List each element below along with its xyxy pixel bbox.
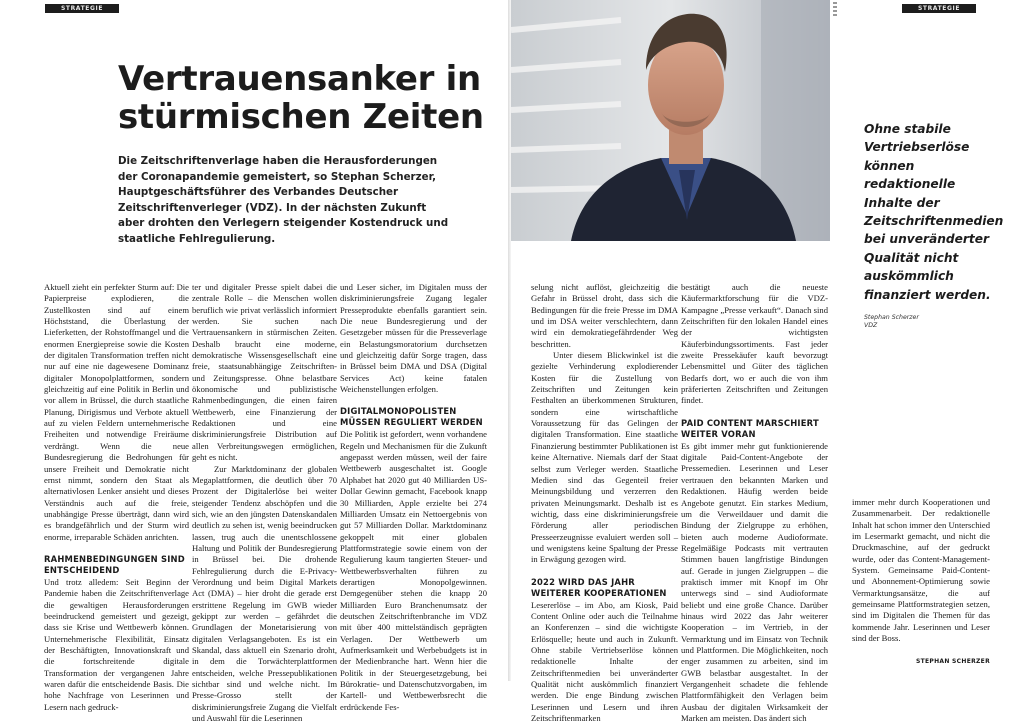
text-column — [340, 282, 487, 713]
body-paragraph: Die Politik ist gefordert, wenn vorhandene Regeln und Mechanismen für die Zukunft angepasst werden müssen, weil der faire Wettbewerb ausgeschaltet ist. Google Alphabet hat 2020 gut 40 Milliarden US-Dollar Gewinn gemacht, Facebook knapp 30 Milliarden, Apple erzielte bei 274 Milliarden Umsatz ein Nettoergebnis von gut 57 Milliarden Dollar. Marktdominanz gekoppelt mit einer globalen Plattformstrategie sowie einem von der Regulierung kaum tangierten Steuer- und Wettbewerbsverhalten führen zu derartigen Monopolgewinnen. Demgegenüber stehen die knapp 20 Milliarden Euro Branchenumsatz der deutschen Zeitschriftenbranche im VDZ mit über 400 mittelständisch geprägten Verlagen. Der Wettbewerb um Aufmerksamkeit und Werbebudgets ist in der Medienbranche hart. Wenn hier die Politik in der Steuergesetzgebung, bei Bürokratie- und Datenschutzvorgaben, im Kartell- und Wettbewerbsrecht die erdrückende Fes- — [340, 429, 487, 713]
text-column — [192, 282, 337, 724]
pull-quote-author: Stephan Scherzer — [864, 314, 919, 322]
text-column — [852, 497, 990, 644]
section-tag: STRATEGIE — [902, 4, 976, 13]
body-paragraph: selung nicht auflöst, gleichzeitig die Gefahr in Brüssel droht, dass sich die Bedingungen für die freie Presse im DMA und im DSA weiter verschlechtern, dann wird ein demokratiegefährdender Weg beschritten. — [531, 282, 678, 350]
body-paragraph: und Leser sicher, im Digitalen muss der diskriminierungsfreie Zugang legaler Presseprodukte ebenfalls garantiert sein. Die neue Bundesregierung und der Gesetzgeber müssen für die Presseverlage ein Belastungsmoratorium durchsetzen und gleichzeitig dafür Sorge tragen, dass in Brüssel beim DMA und DSA (Digital Services Act) keine fatalen Weichenstellungen erfolgen. — [340, 282, 487, 395]
article-title: Vertrauensanker in stürmischen Zeiten — [118, 60, 498, 136]
portrait-photo — [511, 0, 830, 241]
body-paragraph: Zur Marktdominanz der globalen Megaplattformen, die deutlich über 70 Prozent der Digitalerlöse bei weiter steigender Tendenz abschöpfen und die sich, wie an den jüngsten Datenskandalen deutlich zu sehen ist, wenig beeindrucken lassen, trug auch die unentschlossene Haltung und Politik der Bundesregierung in Brüssel bei. Die drohende Fehlregulierung durch die E-Privacy-Verordnung und beim Digital Markets Act (DMA) – hier droht die gerade erst erstrittene Regelung im GWB wieder gekippt zur werden – gefährdet die Grundlagen der Monetarisierung von digitalen Verlagsangeboten. Es ist ein Skandal, dass aktuell ein Szenario droht, in dem die Torwächterplattformen entscheiden, welche Pressepublikationen sichtbar sind und welche nicht. Im Presse-Grosso stellt der diskriminierungsfreie Zugang die Vielfalt und Auswahl für die Leserinnen — [192, 464, 337, 724]
text-column — [681, 282, 828, 724]
body-paragraph: Es gibt immer mehr gut funktionierende digitale Paid-Content-Angebote der Pressemedien. Leserinnen und Leser vertrauen den bekannten Marken und Redaktionen. Häufig werden beide Angebote genutzt. Ein starkes Medium, um die Verweildauer und damit die Bindung der Zielgruppe zu erhöhen, bieten auch moderne Audioformate. Regelmäßige Podcasts mit vertrauten Stimmen bauen langfristige Bindungen auf. Gerade in jungen Zielgruppen – die praktisch immer mit Knopf im Ohr unterwegs sind – sind Audioformate beliebt und eine große Chance. Darüber hinaus wird 2022 das Jahr weiterer Kooperation – im Vertrieb, in der Vermarktung und im Einsatz von Technik und Plattformen. Die Möglichkeiten, noch enger zusammen zu arbeiten, sind im GWB belastbar ausgestaltet. In der Vergangenheit schadete die fehlende Plattformfähigkeit den Verlagen beim Ausbau der digitalen Wirksamkeit der Marken am meisten. Das ändert sich — [681, 441, 828, 724]
page-left — [0, 0, 508, 681]
pull-quote-source — [864, 314, 919, 329]
photo-credit-mark — [833, 2, 837, 18]
section-tag: STRATEGIE — [45, 4, 119, 13]
body-paragraph: Unter diesem Blickwinkel ist die gezielte Verhinderung explodierender Kosten für die Zustellung von Zeitschriften und Zeitungen kein Festhalten an überkommenen Strukturen, sondern eine wirtschaftliche Voraussetzung für das Gelingen der digitalen Transformation. Eine staatliche Finanzierung bestimmter Publikationen ist keine Alternative. Niemals darf der Staat selbst zum Verleger werden. Staatliche Medien sind das Gegenteil freier Meinungsbildung und verzerren den privaten Meinungsmarkt. Deshalb ist es wichtig, dass eine diskriminierungsfreie Förderung aller periodischen Presseerzeugnisse evaluiert werden soll – und wenigstens keine Spaltung der Presse in Erwägung gezogen wird. — [531, 350, 678, 566]
body-paragraph: Und trotz alledem: Seit Beginn der Pandemie haben die Zeitschriftenverlage die gewaltigen Herausforderungen beeindruckend gemeistert und gezeigt, dass sie Krise und Wettbewerb können. Unternehmerische Flexibilität, Einsatz der Beschäftigten, Innovationskraft und die fortschreitende digitale Transformation der vergangenen Jahre waren dafür die entscheidende Basis. Die hohe Nachfrage von Leserinnen und Lesern nach gedruck- — [44, 577, 189, 713]
section-heading: RAHMENBEDINGUNGEN SIND ENTSCHEIDEND — [44, 554, 189, 576]
text-column — [531, 282, 678, 724]
author-signature: STEPHAN SCHERZER — [850, 658, 990, 665]
text-column — [44, 282, 189, 713]
pull-quote: Ohne stabile Vertriebserlöse können redaktionelle Inhalte der Zeitschriftenmedien bei unveränderter Qualität nicht auskömmlich finanziert werden. — [864, 120, 999, 304]
section-heading: DIGITALMONOPOLISTEN MÜSSEN REGULIERT WERDEN — [340, 406, 487, 428]
body-paragraph: Aktuell zieht ein perfekter Sturm auf: Die Papierpreise explodieren, die Zustellkosten sind auf einem Höchststand, die Überlastung der Lieferketten, der Rohstoffmangel und die enormen Energiepreise sowie die Kosten der digitalen Transformation treffen nicht nur auf eine nie dagewesene Dominanz digitaler Monopolplattformen, sondern gleichzeitig auf eine Politik in Berlin und vor allem in Brüssel, die durch staatliche Planung, Dirigismus und Verbote aktuell auf zu vielen Feldern unternehmerische Freiheiten und notwendige Freiräume verdrängt. Wenn die neue Bundesregierung die Bedrohungen für unsere Freiheit und Demokratie nicht ernst nimmt, sondern den Staat als alternativlosen Lenker ansieht und dieses Verständnis auch auf die freie, unabhängige Presse überträgt, dann wird es brandgefährlich und der Sturm wird enorme, irreparable Schäden anrichten. — [44, 282, 189, 543]
article-lede: Die Zeitschriftenverlage haben die Herausforderungen der Coronapandemie gemeistert, so Stephan Scherzer, Hauptgeschäftsführer des Verbandes Deutscher Zeitschriftenverleger (VDZ). In der nächsten Zukunft aber drohten den Verlegern steigender Kostendruck und staatliche Fehlregulierung. — [118, 154, 453, 247]
section-heading: 2022 WIRD DAS JAHR WEITERER KOOPERATIONEN — [531, 577, 678, 599]
body-paragraph: Lesererlöse – im Abo, am Kiosk, Paid Content Online oder auch die Teilnahme an Konferenzen – sind die wichtigste Erlösquelle; heute und auch in Zukunft. Ohne stabile Vertriebserlöse können redaktionelle Inhalte der Zeitschriftenmedien bei unveränderter Qualität nicht auskömmlich finanziert werden. Die enge Bindung zwischen Leserinnen und Lesern und ihren Zeitschriftenmarken — [531, 600, 678, 724]
section-heading: PAID CONTENT MARSCHIERT WEITER VORAN — [681, 418, 828, 440]
body-paragraph: immer mehr durch Kooperationen und Zusammenarbeit. Der redaktionelle Inhalt hat schon immer den Unterschied im Lesermarkt gemacht, und nicht die Druckmaschine, auf der gedruckt wurde, oder das Content-Management-System. Gemeinsame Paid-Content- und Abonnement-Optimierung sowie Vermarktungsansätze, die auf gemeinsame Plattformstrategien setzen, sind im Digitalen die Themen für das kommende Jahr. Leserinnen und Leser sind der Boss. — [852, 497, 990, 644]
body-paragraph: ter und digitaler Presse spielt dabei die zentrale Rolle – die Menschen wollen beruflich wie privat verlässlich informiert werden. Sie suchen nach Vertrauensankern in stürmischen Zeiten. Deshalb braucht eine moderne, demokratische Wissensgesellschaft eine freie, staatsunabhängige Zeitschriften- und Zeitungspresse. Ohne belastbare ökonomische und publizistische Rahmenbedingungen, die einen fairen Wettbewerb, eine Finanzierung der Redaktionen und eine diskriminierungsfreie Distribution auf allen Verbreitungswegen ermöglichen, geht es nicht. — [192, 282, 337, 464]
pull-quote-org: VDZ — [864, 322, 919, 330]
body-paragraph: bestätigt auch die neueste Käufermarktforschung für die VDZ-Kampagne „Presse verkauft“. Danach sind Zeitschriften für den lokalen Handel eines der wichtigsten Käuferbindungssortiments. Fast jeder zweite Pressekäufer kauft bevorzugt Lebensmittel und Güter des täglichen Bedarfs dort, wo er auch die von ihm präferierten Zeitschriften und Zeitungen findet. — [681, 282, 828, 407]
